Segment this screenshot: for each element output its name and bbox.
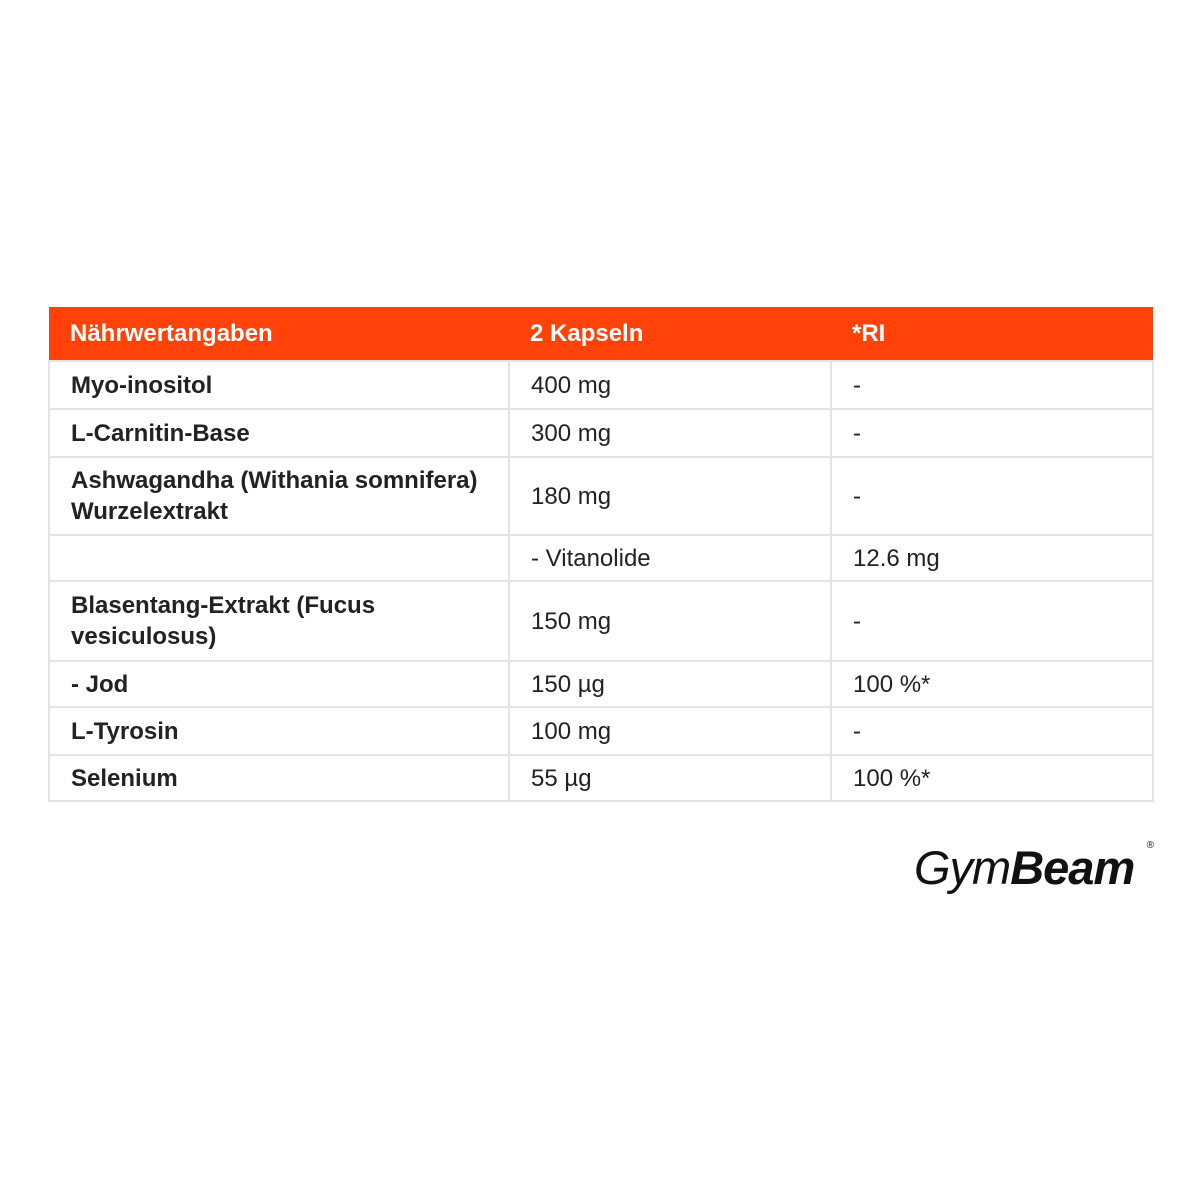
header-ri: *RI [831, 307, 1153, 361]
table-row [49, 707, 1153, 755]
table-row [49, 535, 1153, 581]
nutrient-ri: - [831, 707, 1153, 755]
logo-text-gym: Gym [914, 841, 1011, 894]
nutrient-name: L-Carnitin-Base [49, 409, 509, 457]
table-row [49, 661, 1153, 707]
table-header-row [49, 307, 1153, 361]
nutrient-ri: - [831, 457, 1153, 535]
nutrient-ri: 100 %* [831, 661, 1153, 707]
nutrient-amount: 100 mg [509, 707, 831, 755]
nutrition-table [48, 307, 1154, 802]
nutrient-name: Ashwagandha (Withania somnifera) Wurzelextrakt [49, 457, 509, 535]
logo-text-beam: Beam [1010, 841, 1135, 894]
nutrient-name: Blasentang-Extrakt (Fucus vesiculosus) [49, 581, 509, 661]
nutrient-name: Selenium [49, 755, 509, 801]
nutrient-name: - Jod [49, 661, 509, 707]
table-row [49, 581, 1153, 661]
table-row [49, 409, 1153, 457]
nutrient-ri: 12.6 mg [831, 535, 1153, 581]
table-row [49, 755, 1153, 801]
nutrient-ri: 100 %* [831, 755, 1153, 801]
nutrient-name: L-Tyrosin [49, 707, 509, 755]
nutrient-amount: 180 mg [509, 457, 831, 535]
table-row [49, 361, 1153, 409]
table-row [49, 457, 1153, 535]
nutrient-ri: - [831, 581, 1153, 661]
nutrient-name [49, 535, 509, 581]
nutrient-amount: 300 mg [509, 409, 831, 457]
nutrient-amount: 55 µg [509, 755, 831, 801]
header-nutrient: Nährwertangaben [49, 307, 509, 361]
nutrient-ri: - [831, 361, 1153, 409]
nutrient-amount: 150 mg [509, 581, 831, 661]
registered-mark: ® [1146, 840, 1154, 851]
nutrient-amount: - Vitanolide [509, 535, 831, 581]
header-amount: 2 Kapseln [509, 307, 831, 361]
nutrient-name: Myo-inositol [49, 361, 509, 409]
nutrient-ri: - [831, 409, 1153, 457]
gymbeam-logo [914, 838, 1154, 898]
nutrient-amount: 150 µg [509, 661, 831, 707]
nutrient-amount: 400 mg [509, 361, 831, 409]
